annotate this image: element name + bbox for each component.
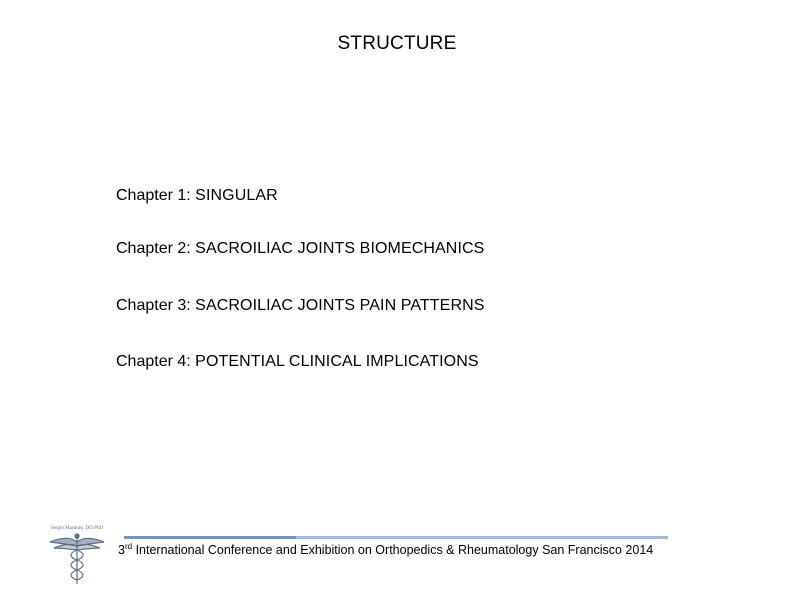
footer-ordinal-suffix: rd: [124, 542, 133, 551]
footer-line-dark: [124, 536, 296, 539]
caduceus-icon: [40, 526, 114, 588]
slide-title: STRUCTURE: [337, 33, 457, 54]
chapter-2-name: SACROILIAC JOINTS BIOMECHANICS: [195, 240, 485, 257]
chapter-3-prefix: Chapter 3:: [116, 297, 191, 314]
footer-conference-text: International Conference and Exhibition on Orthopedics & Rheumatology San Francisco 2014: [135, 543, 654, 557]
logo-caption: Sergio Martinez. DO PhD: [50, 526, 104, 531]
chapter-4-name: POTENTIAL CLINICAL IMPLICATIONS: [195, 353, 479, 370]
chapter-1-prefix: Chapter 1:: [116, 187, 191, 204]
chapter-1: [116, 187, 278, 205]
footer-ordinal-number: 3: [118, 543, 125, 557]
chapter-4-prefix: Chapter 4:: [116, 353, 191, 370]
chapter-4: [116, 353, 479, 371]
footer-line-light: [296, 536, 668, 539]
chapter-3-name: SACROILIAC JOINTS PAIN PATTERNS: [195, 297, 485, 314]
logo: [40, 526, 114, 588]
chapter-2-prefix: Chapter 2:: [116, 240, 191, 257]
footer-conference: [118, 543, 653, 557]
chapter-3: [116, 297, 485, 315]
chapter-1-name: SINGULAR: [195, 187, 278, 204]
chapter-2: [116, 240, 484, 258]
